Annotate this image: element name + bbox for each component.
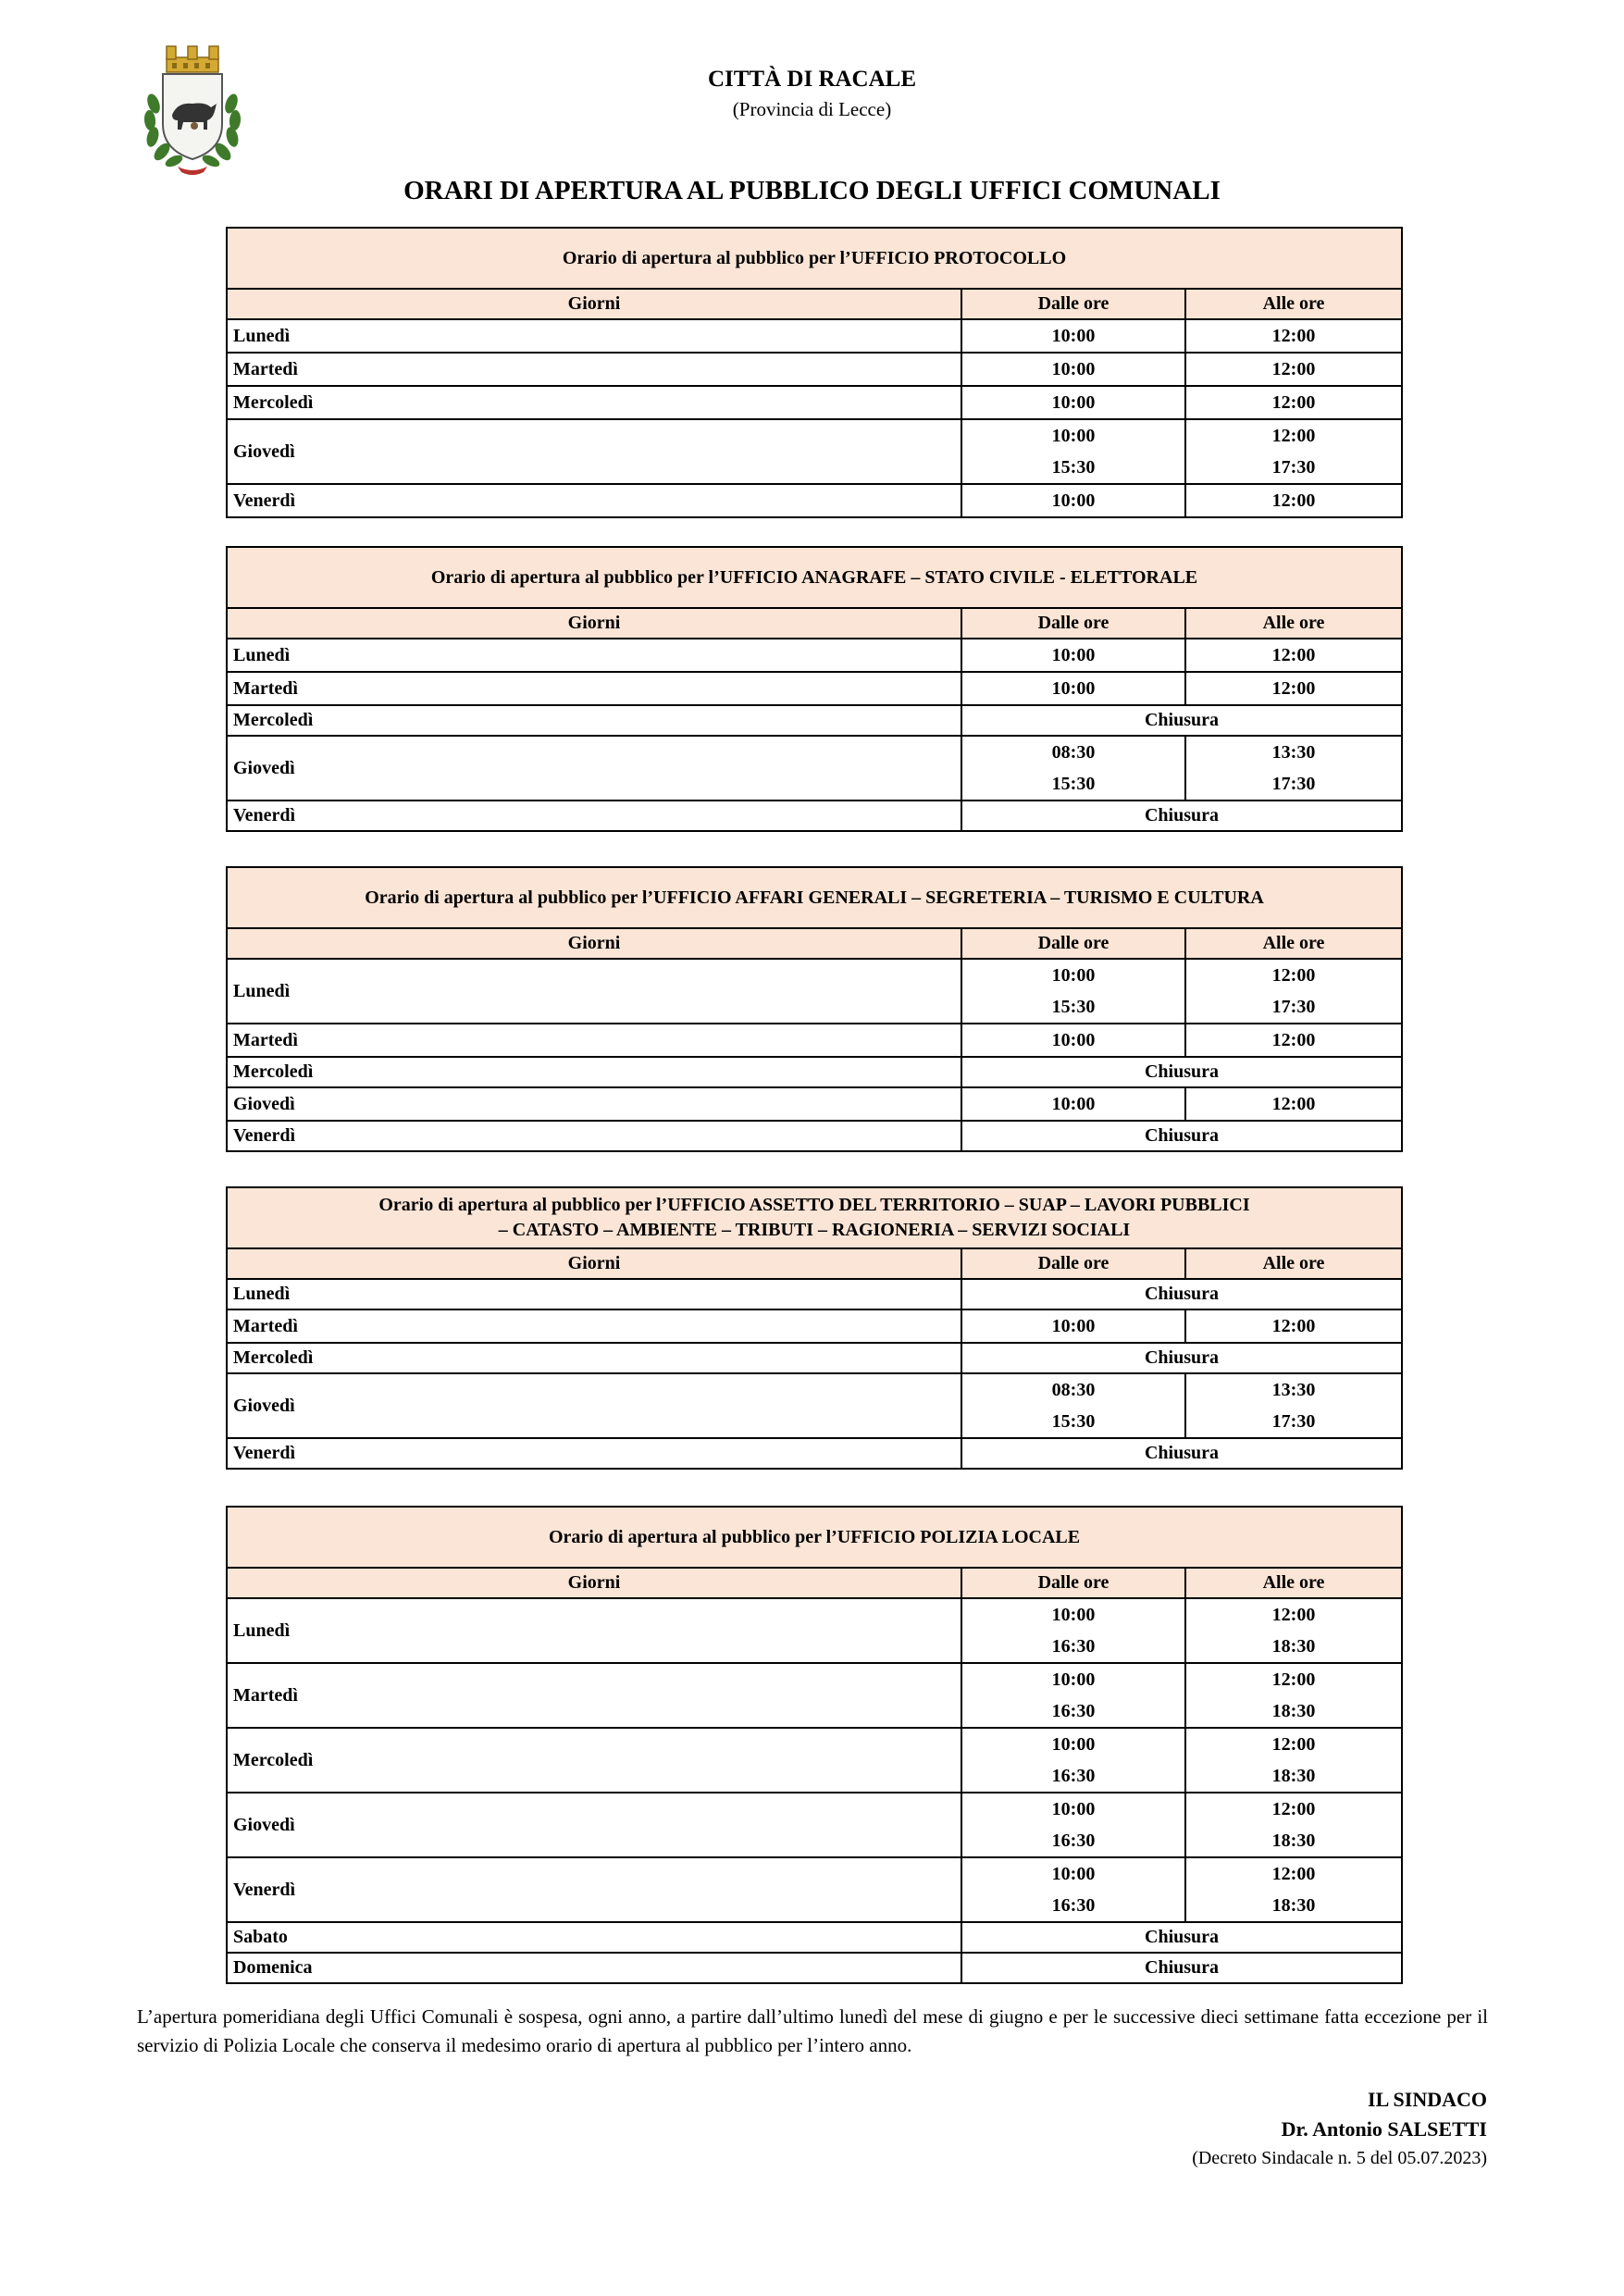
closed-cell: Chiusura — [961, 800, 1402, 831]
column-header-to: Alle ore — [1185, 608, 1402, 639]
table-title: Orario di apertura al pubblico per l’UFFICIO PROTOCOLLO — [227, 228, 1402, 289]
time-to: 12:00 — [1271, 359, 1316, 379]
time-from: 10:00 — [1051, 678, 1096, 699]
table-row — [227, 1057, 1402, 1087]
time-to: 12:00 — [1271, 965, 1316, 986]
table-row — [227, 959, 1402, 1024]
day-cell: Giovedì — [227, 736, 961, 800]
table-title: Orario di apertura al pubblico per l’UFFICIO AFFARI GENERALI – SEGRETERIA – TURISMO E CULTURA — [227, 867, 1402, 928]
time-to: 17:30 — [1271, 1411, 1316, 1432]
time-from: 10:00 — [1051, 1799, 1096, 1819]
table-row — [227, 705, 1402, 736]
time-to: 12:00 — [1271, 1605, 1316, 1625]
day-cell: Martedì — [227, 1309, 961, 1343]
day-cell: Martedì — [227, 1663, 961, 1728]
table-row — [227, 672, 1402, 705]
column-header-days: Giorni — [227, 608, 961, 639]
column-header-to: Alle ore — [1185, 928, 1402, 959]
table-row — [227, 1121, 1402, 1151]
day-cell: Mercoledì — [227, 705, 961, 736]
day-cell: Mercoledì — [227, 1343, 961, 1373]
time-to: 18:30 — [1271, 1895, 1316, 1916]
time-to: 18:30 — [1271, 1636, 1316, 1657]
table-row — [227, 1857, 1402, 1922]
table-title: Orario di apertura al pubblico per l’UFFICIO POLIZIA LOCALE — [227, 1507, 1402, 1568]
table-row — [227, 1438, 1402, 1469]
closed-cell: Chiusura — [961, 1922, 1402, 1953]
time-from: 15:30 — [1051, 997, 1096, 1017]
table-row — [227, 1953, 1402, 1983]
time-from: 15:30 — [1051, 774, 1096, 794]
time-to: 12:00 — [1271, 326, 1316, 346]
schedule-table-protocollo — [226, 227, 1403, 518]
table-row — [227, 1087, 1402, 1121]
closed-cell: Chiusura — [961, 1057, 1402, 1087]
time-from: 10:00 — [1051, 426, 1096, 446]
closed-cell: Chiusura — [961, 705, 1402, 736]
table-row — [227, 1728, 1402, 1793]
day-cell: Venerdì — [227, 1857, 961, 1922]
time-from: 10:00 — [1051, 1605, 1096, 1625]
day-cell: Giovedì — [227, 419, 961, 484]
column-header-days: Giorni — [227, 1248, 961, 1279]
table-row — [227, 484, 1402, 517]
column-header-from: Dalle ore — [961, 608, 1185, 639]
time-to: 12:00 — [1271, 1799, 1316, 1819]
time-to: 12:00 — [1271, 678, 1316, 699]
city-name: CITTÀ DI RACALE — [707, 67, 917, 92]
time-from: 10:00 — [1051, 359, 1096, 379]
column-header-to: Alle ore — [1185, 1568, 1402, 1598]
time-from: 10:00 — [1051, 1669, 1096, 1690]
table-row — [227, 1922, 1402, 1953]
column-header-days: Giorni — [227, 928, 961, 959]
time-from: 16:30 — [1051, 1701, 1096, 1721]
table-row — [227, 1373, 1402, 1438]
table-title: Orario di apertura al pubblico per l’UFFICIO ASSETTO DEL TERRITORIO – SUAP – LAVORI PUBBLICI — [378, 1195, 1250, 1215]
time-from: 08:30 — [1051, 1380, 1096, 1400]
time-to: 18:30 — [1271, 1831, 1316, 1851]
time-to: 12:00 — [1271, 1864, 1316, 1884]
time-to: 17:30 — [1271, 997, 1316, 1017]
time-to: 17:30 — [1271, 774, 1316, 794]
day-cell: Sabato — [227, 1922, 961, 1953]
time-from: 10:00 — [1051, 490, 1096, 511]
column-header-to: Alle ore — [1185, 1248, 1402, 1279]
time-to: 12:00 — [1271, 1734, 1316, 1755]
day-cell: Martedì — [227, 353, 961, 386]
table-row — [227, 1598, 1402, 1663]
closed-cell: Chiusura — [961, 1438, 1402, 1469]
column-header-from: Dalle ore — [961, 928, 1185, 959]
day-cell: Mercoledì — [227, 386, 961, 419]
table-row — [227, 736, 1402, 800]
time-to: 12:00 — [1271, 1030, 1316, 1050]
signature-decree: (Decreto Sindacale n. 5 del 05.07.2023) — [1192, 2148, 1487, 2168]
time-to: 12:00 — [1271, 645, 1316, 665]
day-cell: Lunedì — [227, 1279, 961, 1309]
time-from: 10:00 — [1051, 392, 1096, 413]
time-from: 08:30 — [1051, 742, 1096, 763]
seasonal-note: L’apertura pomeridiana degli Uffici Comunali è sospesa, ogni anno, a partire dall’ultimo lunedì del mese di giugno e per le successive dieci settimane fatta eccezione per il servizio di Polizia Locale che conserva il medesimo orario di apertura al pubblico per l’intero anno. — [137, 2005, 1488, 2056]
time-to: 12:00 — [1271, 1316, 1316, 1336]
province-name: (Provincia di Lecce) — [732, 98, 892, 120]
table-title-line2: – CATASTO – AMBIENTE – TRIBUTI – RAGIONERIA – SERVIZI SOCIALI — [498, 1220, 1131, 1240]
closed-cell: Chiusura — [961, 1279, 1402, 1309]
signature-role: IL SINDACO — [1368, 2088, 1487, 2111]
table-row — [227, 353, 1402, 386]
closed-cell: Chiusura — [961, 1953, 1402, 1983]
day-cell: Venerdì — [227, 1121, 961, 1151]
day-cell: Domenica — [227, 1953, 961, 1983]
time-to: 12:00 — [1271, 1669, 1316, 1690]
schedule-table-assetto-territorio — [226, 1186, 1403, 1470]
table-row — [227, 1024, 1402, 1057]
table-row — [227, 1663, 1402, 1728]
table-row — [227, 319, 1402, 353]
table-row — [227, 1793, 1402, 1857]
time-to: 12:00 — [1271, 426, 1316, 446]
document-title: ORARI DI APERTURA AL PUBBLICO DEGLI UFFICI COMUNALI — [403, 176, 1221, 205]
column-header-days: Giorni — [227, 289, 961, 319]
column-header-to: Alle ore — [1185, 289, 1402, 319]
column-header-from: Dalle ore — [961, 1248, 1185, 1279]
time-from: 10:00 — [1051, 1864, 1096, 1884]
table-title: Orario di apertura al pubblico per l’UFFICIO ANAGRAFE – STATO CIVILE - ELETTORALE — [227, 547, 1402, 608]
table-row — [227, 639, 1402, 672]
column-header-from: Dalle ore — [961, 1568, 1185, 1598]
schedule-table-polizia-locale — [226, 1506, 1403, 1984]
column-header-days: Giorni — [227, 1568, 961, 1598]
time-from: 10:00 — [1051, 1316, 1096, 1336]
day-cell: Lunedì — [227, 319, 961, 353]
day-cell: Martedì — [227, 1024, 961, 1057]
time-to: 13:30 — [1271, 742, 1316, 763]
day-cell: Venerdì — [227, 800, 961, 831]
time-to: 18:30 — [1271, 1766, 1316, 1786]
table-row — [227, 1309, 1402, 1343]
time-from: 10:00 — [1051, 1094, 1096, 1114]
time-from: 10:00 — [1051, 326, 1096, 346]
day-cell: Lunedì — [227, 1598, 961, 1663]
time-to: 13:30 — [1271, 1380, 1316, 1400]
time-to: 12:00 — [1271, 392, 1316, 413]
time-from: 15:30 — [1051, 457, 1096, 478]
time-from: 10:00 — [1051, 965, 1096, 986]
table-row — [227, 800, 1402, 831]
time-from: 15:30 — [1051, 1411, 1096, 1432]
time-to: 12:00 — [1271, 1094, 1316, 1114]
table-row — [227, 1279, 1402, 1309]
table-row — [227, 386, 1402, 419]
schedule-table-affari-generali — [226, 866, 1403, 1152]
time-to: 18:30 — [1271, 1701, 1316, 1721]
time-to: 12:00 — [1271, 490, 1316, 511]
day-cell: Mercoledì — [227, 1728, 961, 1793]
table-row — [227, 1343, 1402, 1373]
time-from: 10:00 — [1051, 645, 1096, 665]
day-cell: Giovedì — [227, 1793, 961, 1857]
day-cell: Lunedì — [227, 639, 961, 672]
column-header-from: Dalle ore — [961, 289, 1185, 319]
day-cell: Martedì — [227, 672, 961, 705]
time-from: 16:30 — [1051, 1766, 1096, 1786]
schedule-table-anagrafe — [226, 546, 1403, 832]
time-to: 17:30 — [1271, 457, 1316, 478]
time-from: 16:30 — [1051, 1831, 1096, 1851]
table-row — [227, 419, 1402, 484]
closed-cell: Chiusura — [961, 1343, 1402, 1373]
time-from: 16:30 — [1051, 1895, 1096, 1916]
closed-cell: Chiusura — [961, 1121, 1402, 1151]
time-from: 10:00 — [1051, 1030, 1096, 1050]
time-from: 16:30 — [1051, 1636, 1096, 1657]
time-from: 10:00 — [1051, 1734, 1096, 1755]
day-cell: Lunedì — [227, 959, 961, 1024]
day-cell: Mercoledì — [227, 1057, 961, 1087]
day-cell: Giovedì — [227, 1087, 961, 1121]
day-cell: Venerdì — [227, 1438, 961, 1469]
signature-name: Dr. Antonio SALSETTI — [1281, 2117, 1487, 2141]
day-cell: Venerdì — [227, 484, 961, 517]
day-cell: Giovedì — [227, 1373, 961, 1438]
